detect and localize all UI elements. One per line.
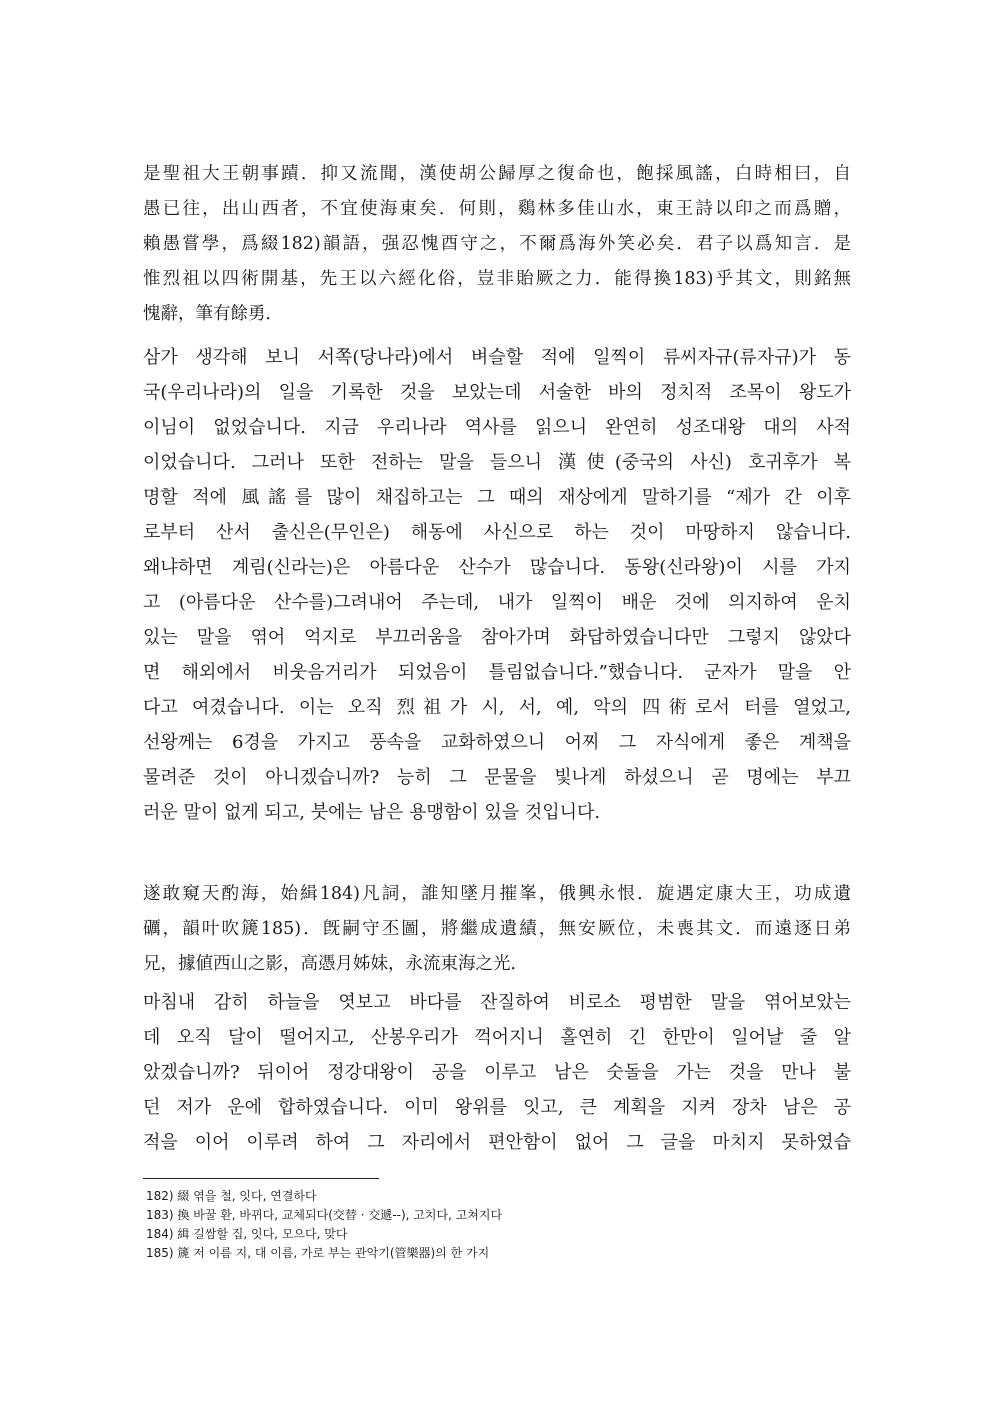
- footnote: 183) 換 바꿀 환, 바뀌다, 교체되다(交替 · 交遞--), 고치다, 고쳐지다: [146, 1208, 503, 1222]
- text-line: 물려준 것이 아니겠습니까? 능히 그 문물을 빛나게 하셨으니 곧 명에는 부끄: [143, 767, 851, 788]
- classical-chinese-paragraph-2: [143, 877, 851, 982]
- text-line: 국(우리나라)의 일을 기록한 것을 보았는데 서술한 바의 정치적 조목이 왕도가: [143, 382, 851, 403]
- text-line: 이었습니다. 그러나 또한 전하는 말을 들으니 漢使(중국의 사신) 호귀후가 복: [143, 452, 851, 473]
- text-line: 러운 말이 없게 되고, 붓에는 남은 용맹함이 있을 것입니다.: [143, 802, 601, 823]
- text-line: 고 (아름다운 산수를)그려내어 주는데, 내가 일찍이 배운 것에 의지하여 운치: [143, 592, 851, 613]
- text-line: 았겠습니까? 뒤이어 정강대왕이 공을 이루고 남은 숫돌을 가는 것을 만나 불: [143, 1062, 851, 1083]
- text-line: 賴愚嘗學，爲綴182)韻語，强忍愧酉守之，不爾爲海外笑必矣．君子以爲知言．是: [143, 234, 851, 254]
- text-line: 이님이 없었습니다. 지금 우리나라 역사를 읽으니 완연히 성조대왕 대의 사적: [143, 417, 851, 438]
- text-line: 礪，韻叶吹篪185)．旣嗣守丕圖，將繼成遺績，無安厥位，未喪其文．而遠逐日弟: [143, 919, 851, 939]
- korean-translation-paragraph-2: [143, 985, 851, 1160]
- text-line: 삼가 생각해 보니 서쪽(당나라)에서 벼슬할 적에 일찍이 류씨자규(류자규)가 동: [143, 347, 851, 368]
- text-line: 적을 이어 이루려 하여 그 자리에서 편안함이 없어 그 글을 마치지 못하였습: [143, 1132, 851, 1153]
- footnote: 184) 緝 길쌈할 집, 잇다, 모으다, 맞다: [146, 1227, 348, 1241]
- text-line: 선왕께는 6경을 가지고 풍속을 교화하였으니 어찌 그 자식에게 좋은 계책을: [143, 732, 851, 753]
- text-line: 로부터 산서 출신은(무인은) 해동에 사신으로 하는 것이 마땅하지 않습니다.: [143, 522, 851, 543]
- korean-translation-paragraph-1: [143, 340, 851, 830]
- text-line: 데 오직 달이 떨어지고, 산봉우리가 꺽어지니 홀연히 긴 한만이 일어날 줄 알: [143, 1027, 851, 1048]
- text-line: 愧辭，筆有餘勇．: [143, 304, 283, 324]
- text-line: 兄，據値西山之影，高憑月姊妹，永流東海之光．: [143, 954, 528, 974]
- text-line: 던 저가 운에 합하였습니다. 이미 왕위를 잇고, 큰 계획을 지켜 장차 남은 공: [143, 1097, 851, 1118]
- footnote: 185) 篪 저 이름 지, 대 이름, 가로 부는 관악기(管樂器)의 한 가지: [146, 1246, 490, 1260]
- text-line: 마침내 감히 하늘을 엿보고 바다를 잔질하여 비로소 평범한 말을 엮어보았는: [143, 992, 851, 1013]
- text-line: 愚已往，出山西者，不宜使海東矣．何則，鷄林多佳山水，東王詩以印之而爲贈，: [143, 199, 851, 219]
- text-line: 惟烈祖以四術開基，先王以六經化俗，豈非貽厥之力．能得換183)乎其文，則銘無: [143, 269, 851, 289]
- text-line: 있는 말을 엮어 억지로 부끄러움을 참아가며 화답하였습니다만 그렇지 않았다: [143, 627, 851, 648]
- footnotes: [146, 1187, 846, 1263]
- text-line: 다고 여겼습니다. 이는 오직 烈祖가 시, 서, 예, 악의 四術로서 터를 열었고,: [143, 697, 851, 718]
- text-line: 명할 적에 風謠를 많이 채집하고는 그 때의 재상에게 말하기를 “제가 간 이후: [143, 487, 851, 508]
- text-line: 遂敢窺天酌海，始緝184)凡詞，誰知墜月摧峯，俄興永恨．旋遇定康大王，功成遺: [143, 884, 851, 904]
- classical-chinese-paragraph-1: [143, 157, 851, 332]
- text-line: 면 해외에서 비웃음거리가 되었음이 틀림없습니다.”했습니다. 군자가 말을 안: [143, 662, 851, 683]
- footnote: 182) 綴 엮을 철, 잇다, 연결하다: [146, 1189, 317, 1203]
- text-line: 왜냐하면 계림(신라는)은 아름다운 산수가 많습니다. 동왕(신라왕)이 시를 가지: [143, 557, 851, 578]
- text-line: 是聖祖大王朝事蹟．抑又流聞，漢使胡公歸厚之復命也，飽採風謠，白時相曰，自: [143, 164, 851, 184]
- footnote-divider: [143, 1178, 379, 1179]
